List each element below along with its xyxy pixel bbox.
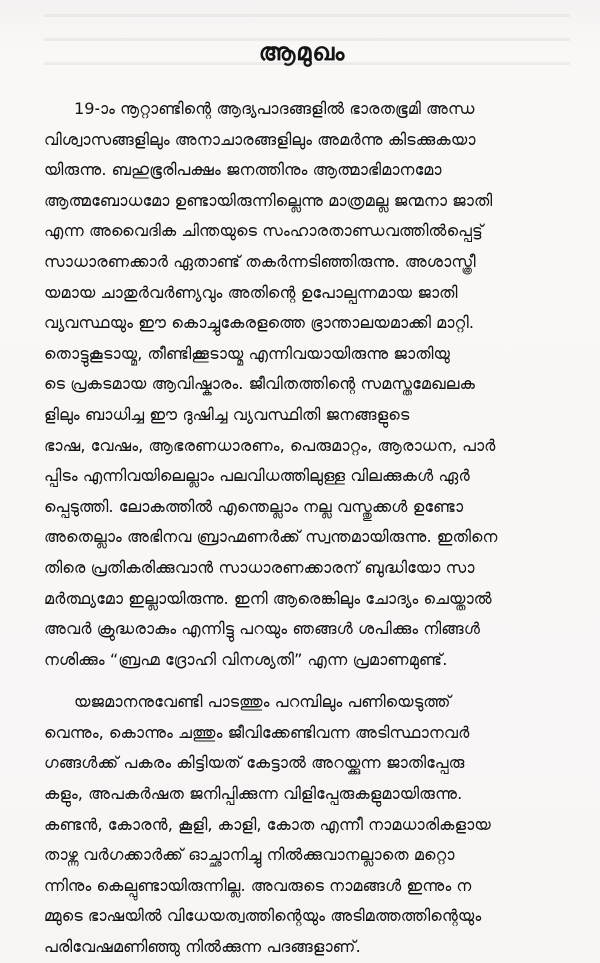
text-line: മർത്ഥ്യമോ ഇല്ലായിരുന്നു. ഇനി ആരെങ്കിലും ചോദ്യം ചെയ്താൽ (44, 588, 492, 608)
text-line: ആത്മബോധമോ ഉണ്ടായിരുന്നില്ലെന്നു മാത്രമല്ല ജന്മനാ ജാതി (44, 190, 493, 210)
text-line: വ്യവസ്ഥയും ഈ കൊച്ചുകേരളത്തെ ഭ്രാന്താലയമാക്കി മാറ്റി. (44, 313, 474, 333)
page-title: ആമുഖം (258, 38, 346, 66)
paragraph-gap (44, 675, 560, 687)
paragraph-1 (44, 94, 560, 675)
text-line: അവർ ക്രുദ്ധരാകും എന്നിട്ടു പറയും ഞങ്ങൾ ശപിക്കും നിങ്ങൾ (44, 619, 481, 639)
text-line: അതെല്ലാം അഭിനവ ബ്രാഹ്മണർക്ക് സ്വന്തമായിരുന്നു. ഇതിനെ (44, 527, 498, 547)
text-line: മ്മുടെ ഭാഷയിൽ വിധേയത്വത്തിന്റെയും അടിമത്തത്തിന്റെയും (44, 906, 482, 926)
paragraph-2 (44, 687, 560, 962)
text-line: സാധാരണക്കാർ ഏതാണ്ട് തകർന്നടിഞ്ഞിരുന്നു. അശാസ്ത്രീ (44, 251, 476, 271)
text-line: താഴ്ന്ന വർഗക്കാർക്ക് ഓച്ഛാനിച്ചു നിൽക്കുവാനല്ലാതെ മറ്റൊ (44, 845, 455, 865)
text-line: എന്ന അവൈദിക ചിന്തയുടെ സംഹാരതാണ്ഡവത്തിൽപ്പെട്ട് (44, 221, 483, 241)
text-line: ടെ പ്രകടമായ ആവിഷ്കാരം. ജീവിതത്തിന്റെ സമസ്തമേഖലക (44, 374, 476, 394)
text-line: കളും, അപകർഷത ജനിപ്പിക്കുന്ന വിളിപ്പേരുകളുമായിരുന്നു. (44, 784, 463, 804)
text-line: ളിലും ബാധിച്ച ഈ ദുഷിച്ച വ്യവസ്ഥിതി ജനങ്ങളുടെ (44, 404, 410, 424)
text-line: നശിക്കും “ബ്രഹ്മ ദ്രോഹി വിനശ്യതി” എന്ന പ്രമാണമുണ്ട്. (44, 649, 448, 669)
text-line: ഭാഷ, വേഷം, ആഭരണധാരണം, പെരുമാറ്റം, ആരാധന, പാർ (44, 435, 496, 455)
text-line: കണ്ടൻ, കോരൻ, കൂളി, കാളി, കോത എന്നീ നാമധാരികളായ (44, 814, 491, 834)
text-line: യജമാനനുവേണ്ടി പാടത്തും പറമ്പിലും പണിയെടുത്ത് (74, 692, 451, 712)
text-line: പ്പിടം എന്നിവയിലെല്ലാം പലവിധത്തിലുള്ള വിലക്കുകൾ ഏർ (44, 466, 470, 486)
text-line: 19-ാം നൂറ്റാണ്ടിന്റെ ആദ്യപാദങ്ങളിൽ ഭാരതഭൂമി അന്ധ (74, 99, 475, 118)
text-line: പ്പെടുത്തി. ലോകത്തിൽ എന്തെല്ലാം നല്ല വസ്തുക്കൾ ഉണ്ടോ (44, 496, 464, 516)
text-line: യിരുന്നു. ബഹുഭൂരിപക്ഷം ജനത്തിനും ആത്മാഭിമാനമോ (44, 160, 442, 180)
text-line: ഗങ്ങൾക്ക് പകരം കിട്ടിയത് കേട്ടാൽ അറയ്ക്കുന്ന ജാതിപ്പേരു (44, 753, 465, 773)
text-line: യമായ ചാതുർവർണ്യവും അതിന്റെ ഉപോല്പന്നമായ ജാതി (44, 282, 458, 302)
text-line: തിരെ പ്രതികരിക്കുവാൻ സാധാരണക്കാരന് ബുദ്ധിയോ സാ (44, 557, 475, 577)
text-line: വിശ്വാസങ്ങളിലും അനാചാരങ്ങളിലും അമർന്നു കിടക്കുകയാ (44, 129, 476, 149)
text-line: ന്നിനും കെല്പുണ്ടായിരുന്നില്ല. അവരുടെ നാമങ്ങൾ ഇന്നും ന (44, 875, 472, 895)
text-line: പരിവേഷമണിഞ്ഞു നിൽക്കുന്ന പദങ്ങളാണ്. (44, 937, 361, 957)
text-line: തൊട്ടുകൂടായ്മ, തീണ്ടിക്കൂടായ്മ എന്നിവയായിരുന്നു ജാതിയു (44, 343, 451, 363)
text-line: വെന്നും, കൊന്നും ചത്തും ജീവിക്കേണ്ടിവന്ന അടിസ്ഥാനവർ (44, 722, 470, 742)
